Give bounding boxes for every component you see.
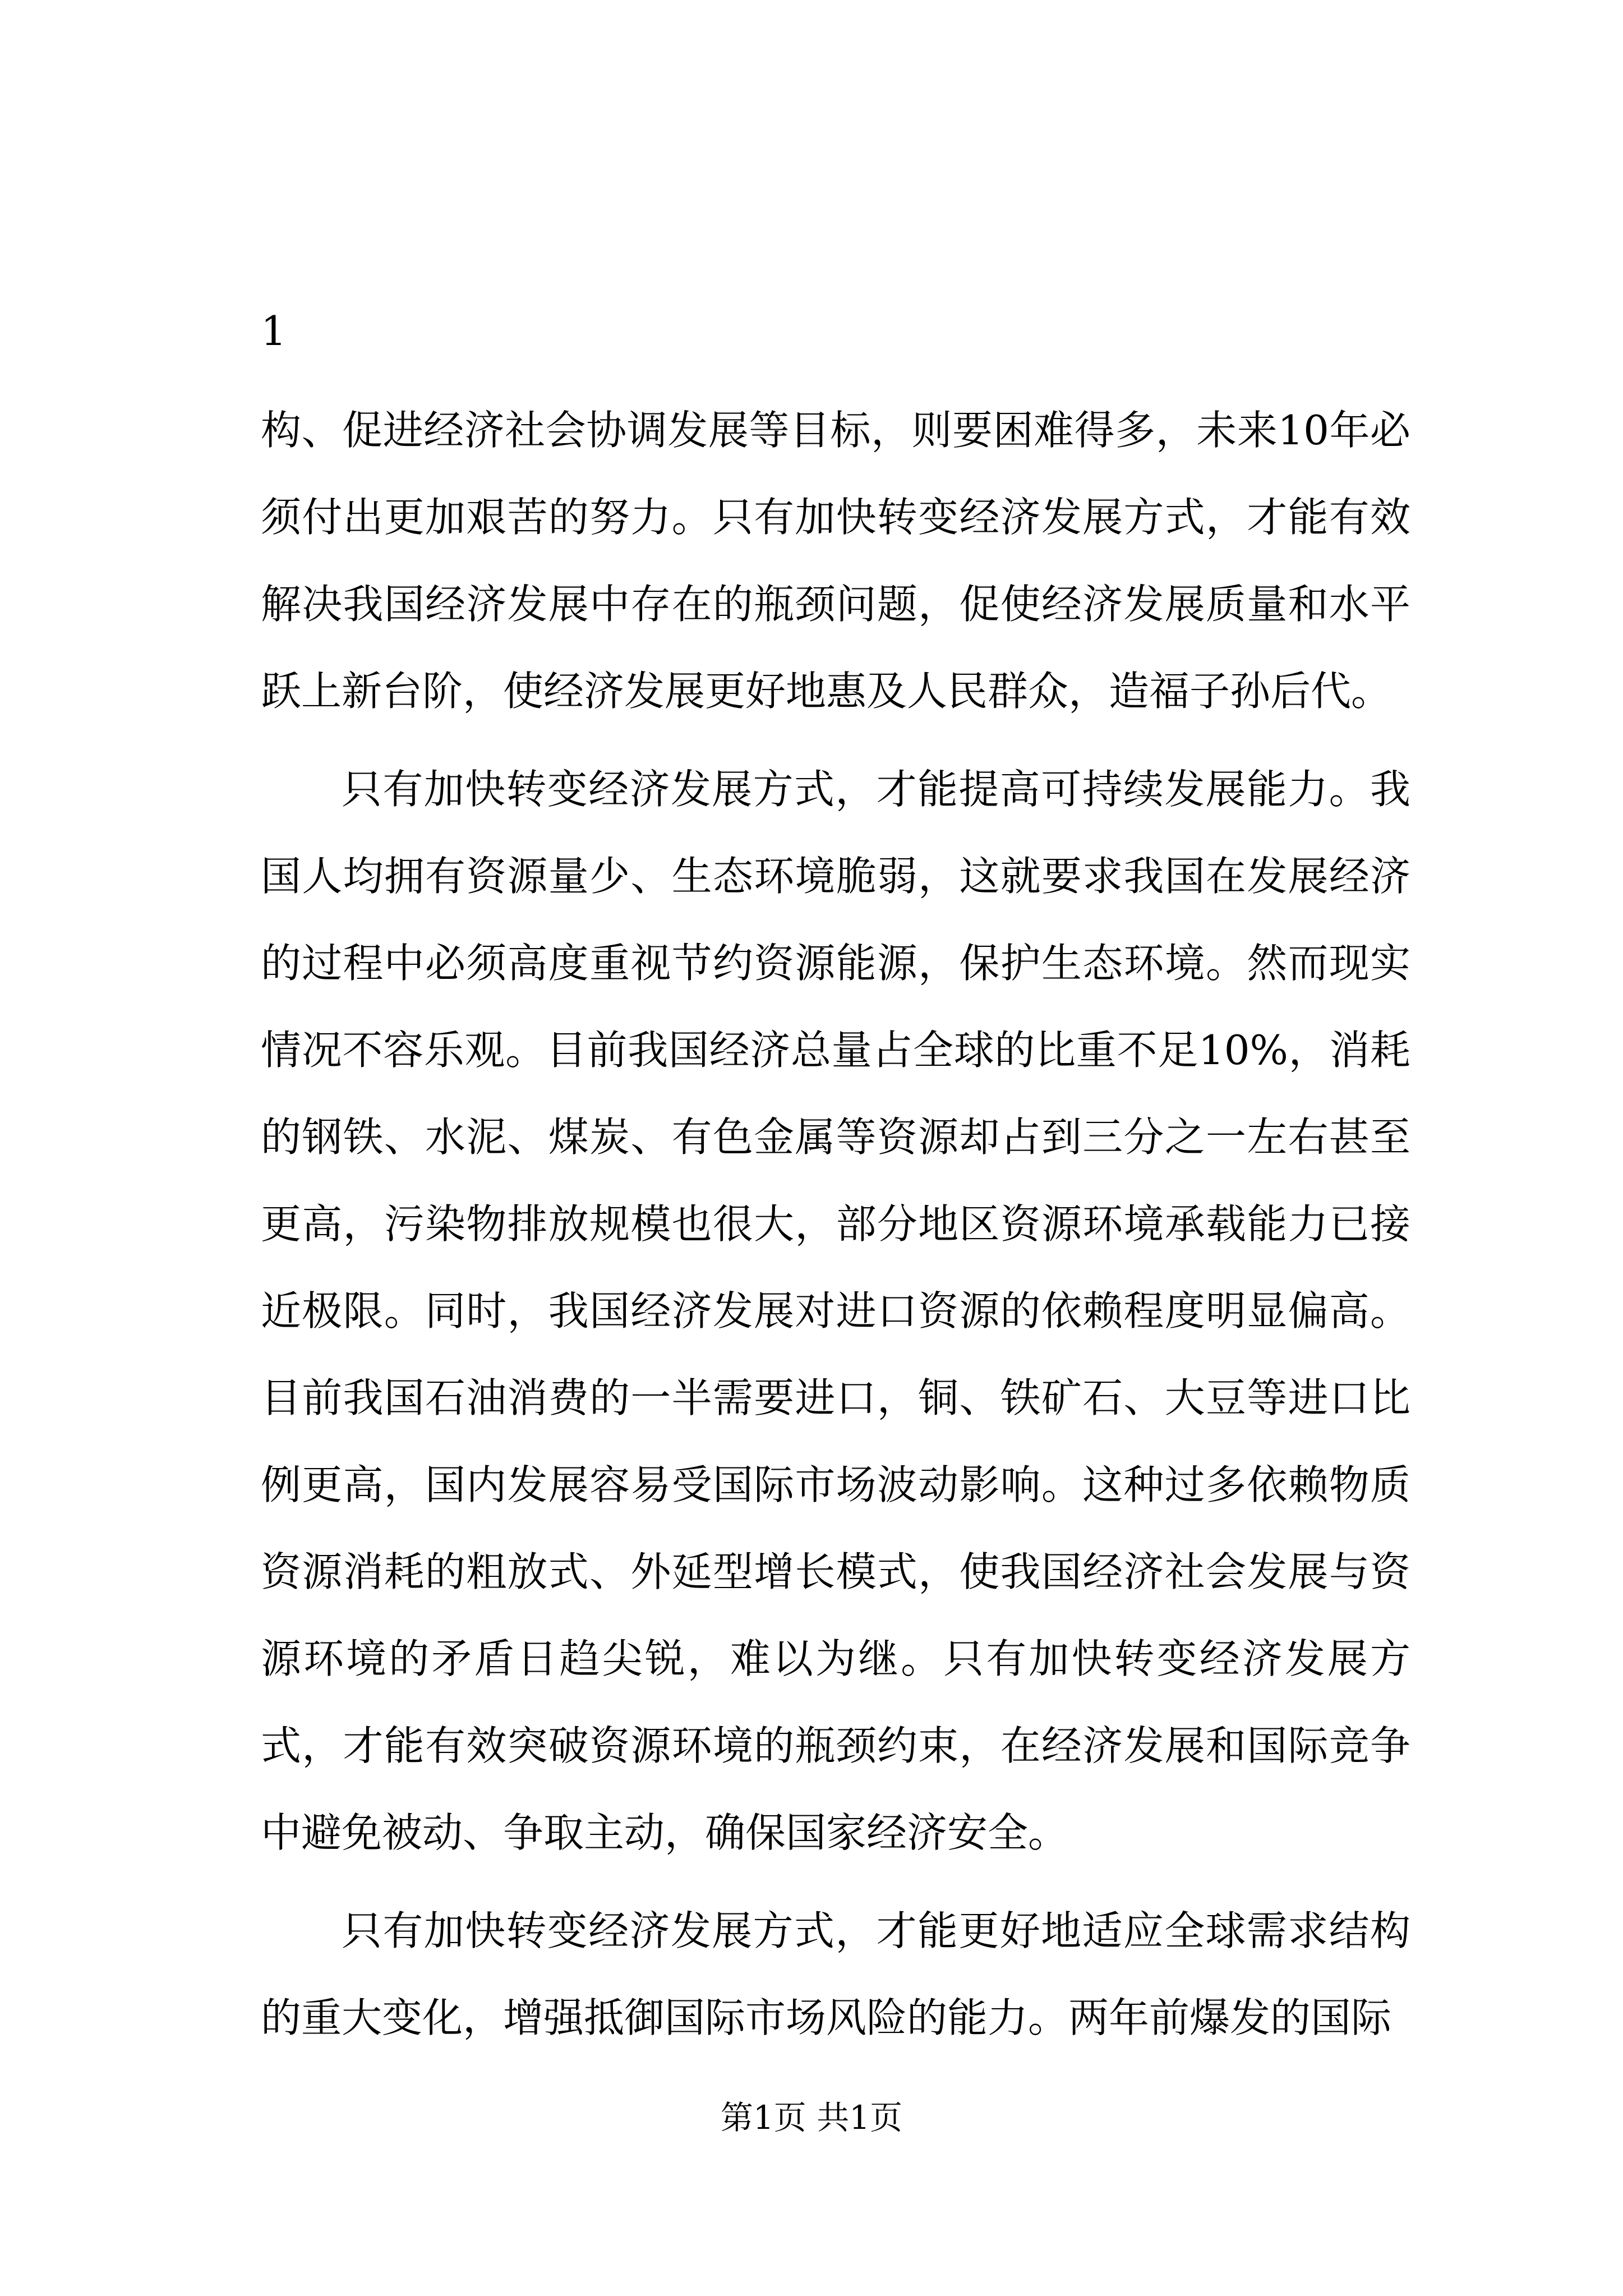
paragraph-3: 只有加快转变经济发展方式，才能更好地适应全球需求结构的重大变化，增强抵御国际市场风险的能力。两年前爆发的国际	[261, 1907, 1410, 2041]
paragraph-2: 只有加快转变经济发展方式，才能提高可持续发展能力。我国人均拥有资源量少、生态环境脆弱，这就要求我国在发展经济的过程中必须高度重视节约资源能源，保护生态环境。然而现实情况不容乐观。目前我国经济总量占全球的比重不足10%，消耗的钢铁、水泥、煤炭、有色金属等资源却占到三分之一左右甚至更高，污染物排放规模也很大，部分地区资源环境承载能力已接近极限。同时，我国经济发展对进口资源的依赖程度明显偏高。目前我国石油消费的一半需要进口，铜、铁矿石、大豆等进口比例更高，国内发展容易受国际市场波动影响。这种过多依赖物质资源消耗的粗放式、外延型增长模式，使我国经济社会发展与资源环境的矛盾日趋尖锐，难以为继。只有加快转变经济发展方式，才能有效突破资源环境的瓶颈约束，在经济发展和国际竞争中避免被动、争取主动，确保国家经济安全。	[261, 766, 1410, 1856]
paragraph-1: 构、促进经济社会协调发展等目标，则要困难得多，未来10年必须付出更加艰苦的努力。只有加快转变经济发展方式，才能有效解决我国经济发展中存在的瓶颈问题，促使经济发展质量和水平跃上新台阶，使经济发展更好地惠及人民群众，造福子孙后代。	[261, 407, 1410, 715]
page-footer: 第1页 共1页	[720, 2099, 903, 2137]
body-text	[261, 387, 1410, 2073]
page-number-top: 1	[261, 307, 287, 355]
